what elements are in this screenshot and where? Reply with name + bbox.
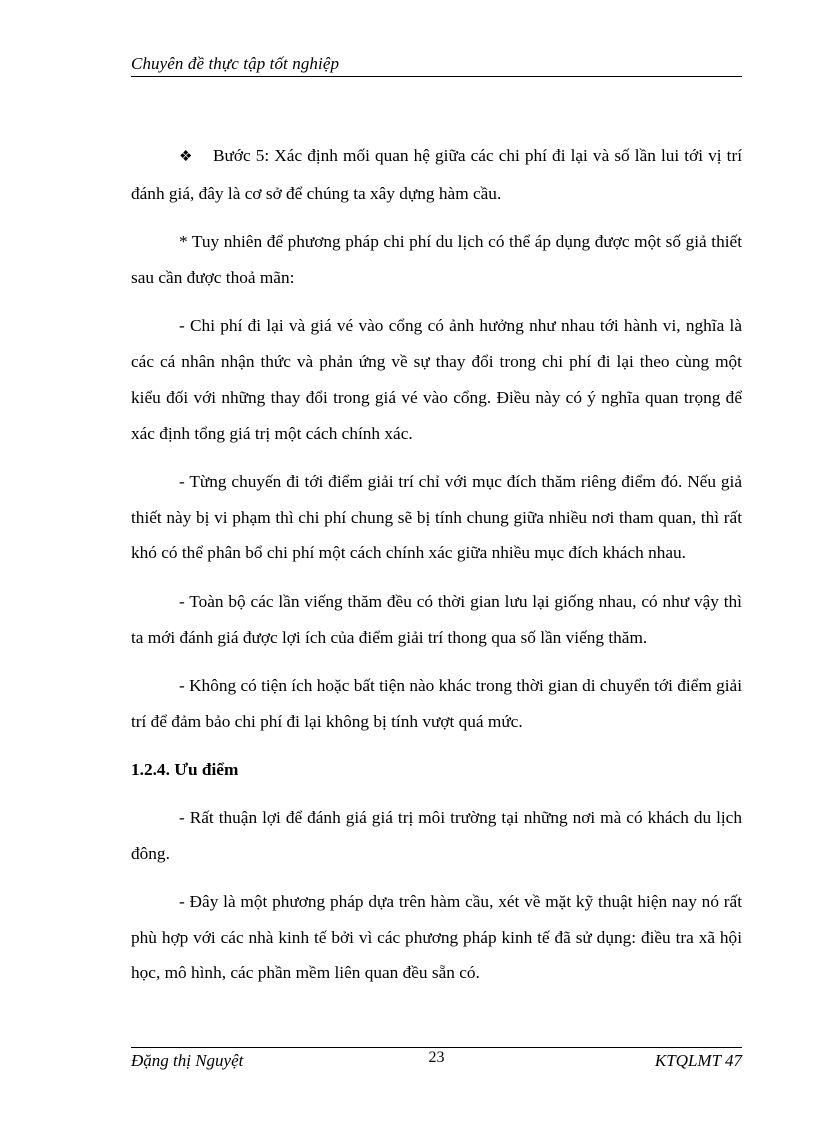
advantage-item: - Rất thuận lợi để đánh giá giá trị môi trường tại những nơi mà có khách du lịch đông.	[131, 807, 742, 863]
header-title: Chuyên đề thực tập tốt nghiệp	[131, 54, 340, 73]
assumption-intro: * Tuy nhiên để phương pháp chi phí du lịch có thể áp dụng được một số giả thiết sau cần được thoả mãn:	[131, 232, 742, 287]
diamond-bullet-icon: ❖	[179, 149, 193, 165]
section-heading: 1.2.4. Ưu điểm	[131, 759, 239, 779]
assumption-item: - Toàn bộ các lần viếng thăm đều có thời gian lưu lại giống nhau, có như vậy thì ta mới đánh giá được lợi ích của điểm giải trí thong qua số lần viếng thăm.	[131, 591, 742, 647]
page-footer	[131, 1047, 742, 1078]
step-5-paragraph	[131, 138, 742, 212]
page-header	[131, 50, 742, 77]
assumption-item: - Không có tiện ích hoặc bất tiện nào khác trong thời gian di chuyển tới điểm giải trí để đảm bảo chi phí đi lại không bị tính vượt quá mức.	[131, 675, 742, 731]
advantage-item: - Đây là một phương pháp dựa trên hàm cầu, xét về mặt kỹ thuật hiện nay nó rất phù hợp với các nhà kinh tế bởi vì các phương pháp kinh tế đã sử dụng: điều tra xã hội học, mô hình, các phần mềm liên quan đều sẵn có.	[131, 891, 742, 983]
document-body	[131, 138, 742, 1004]
footer-author: Đặng thị Nguyệt	[131, 1051, 244, 1070]
assumption-item: - Từng chuyến đi tới điểm giải trí chỉ với mục đích thăm riêng điểm đó. Nếu giả thiết này bị vi phạm thì chi phí chung sẽ bị tính chung giữa nhiều nơi tham quan, thì rất khó có thể phân bổ chi phí một cách chính xác giữa nhiều mục đích khách nhau.	[131, 471, 742, 563]
assumption-item: - Chi phí đi lại và giá vé vào cổng có ảnh hưởng như nhau tới hành vi, nghĩa là các cá nhân nhận thức và phản ứng về sự thay đổi trong chi phí đi lại theo cùng một kiểu đối với những thay đổi trong giá vé vào cổng. Điều này có ý nghĩa quan trọng để xác định tổng giá trị một cách chính xác.	[131, 316, 742, 443]
step-5-text: Bước 5: Xác định mối quan hệ giữa các chi phí đi lại và số lần lui tới vị trí đánh giá, đây là cơ sở để chúng ta xây dựng hàm cầu.	[131, 146, 742, 203]
footer-class-code: KTQLMT 47	[654, 1051, 742, 1070]
page-number: 23	[428, 1049, 445, 1066]
